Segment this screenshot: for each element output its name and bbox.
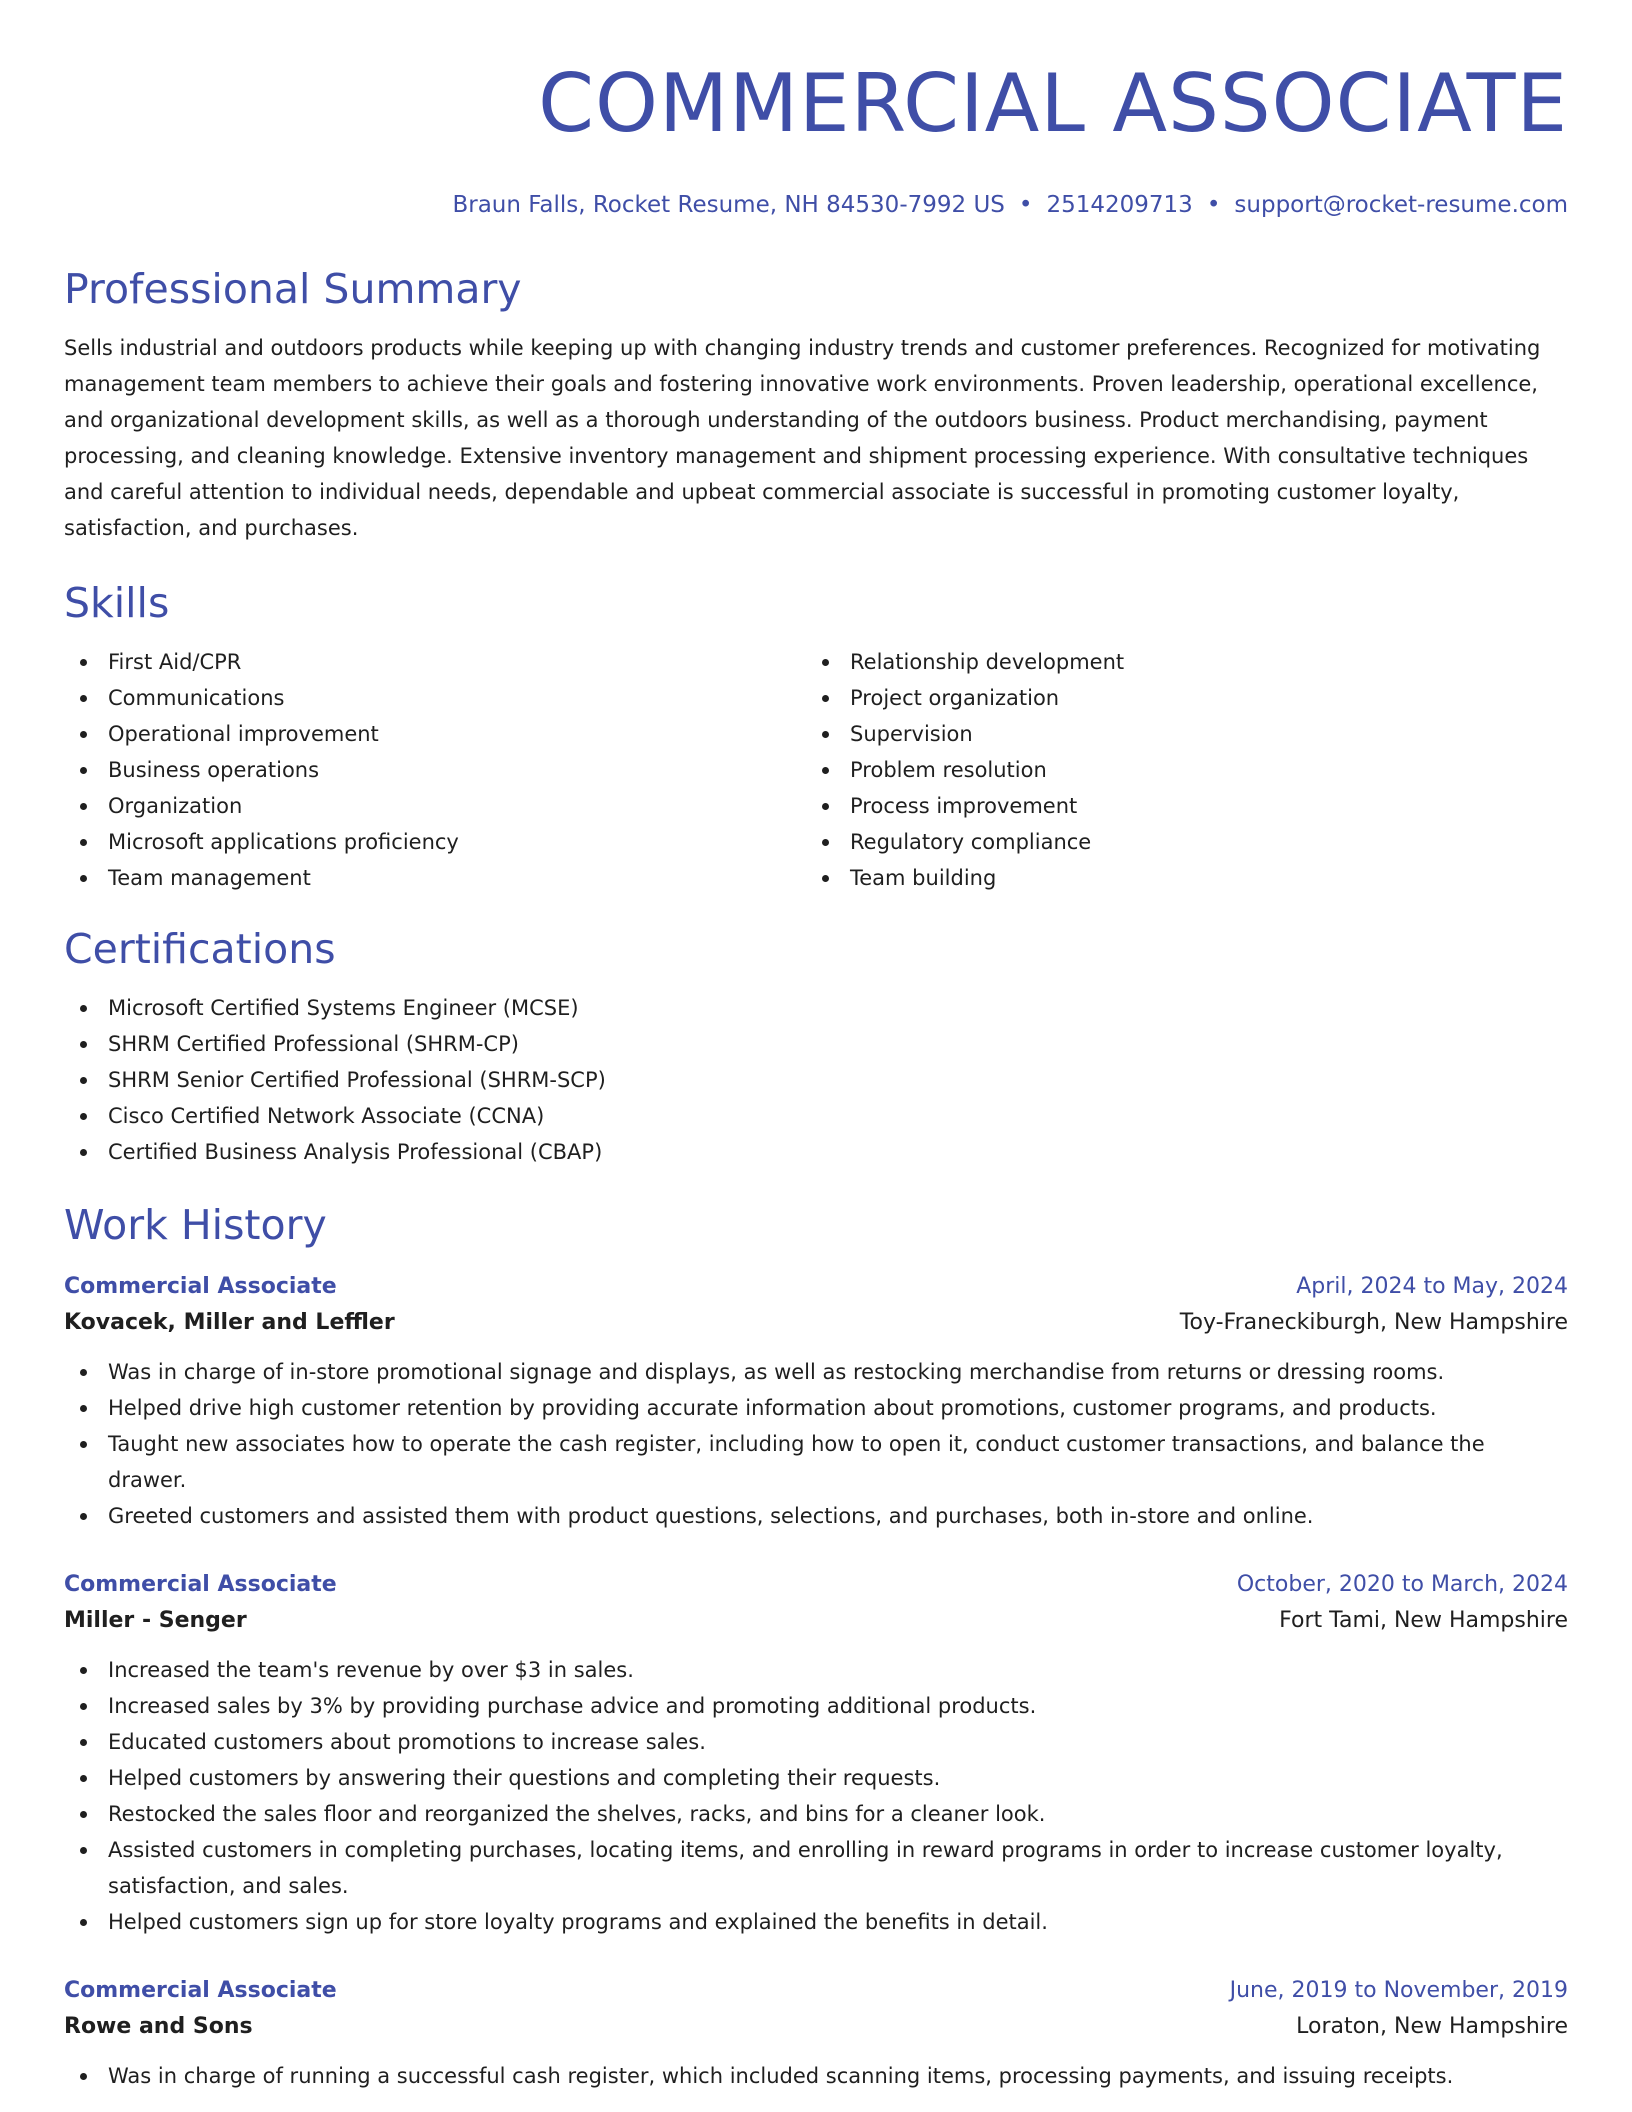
job-bullet: Educated customers about promotions to increase sales. [64, 1724, 1568, 1760]
skill-item: Regulatory compliance [806, 824, 1548, 860]
job-entry [64, 1270, 1568, 1534]
job-location: Fort Tami, New Hampshire [1279, 1608, 1568, 1633]
job-bullet: Was in charge of running a successful cash register, which included scanning items, processing payments, and issuing receipts. [64, 2058, 1568, 2094]
resume-name: COMMERCIAL ASSOCIATE [538, 57, 1568, 150]
skill-item: Organization [64, 788, 806, 824]
job-title: Commercial Associate [64, 1978, 337, 2003]
skill-item: First Aid/CPR [64, 644, 806, 680]
job-bullets [64, 1652, 1568, 1940]
contact-separator: • [1206, 192, 1221, 218]
job-bullets [64, 1354, 1568, 1534]
summary-text: Sells industrial and outdoors products while keeping up with changing industry trends and customer preferences. Recognized for motivating management team members to achieve their goals and fostering innovative work environments. Proven leadership, operational excellence, and organizational development skills, as well as a thorough understanding of the outdoors business. Product merchandising, payment processing, and cleaning knowledge. Extensive inventory management and shipment processing experience. With consultative techniques and careful attention to individual needs, dependable and upbeat commercial associate is successful in promoting customer loyalty, satisfaction, and purchases. [64, 336, 1541, 540]
skill-item: Project organization [806, 680, 1548, 716]
job-entry [64, 1974, 1568, 2094]
job-title: Commercial Associate [64, 1274, 337, 1299]
job-bullet: Helped customers by answering their questions and completing their requests. [64, 1760, 1568, 1796]
skill-item: Process improvement [806, 788, 1548, 824]
job-bullet: Helped customers sign up for store loyalty programs and explained the benefits in detail. [64, 1904, 1568, 1940]
contact-address: Braun Falls, Rocket Resume, NH 84530-7992 US [452, 192, 1005, 218]
job-company: Rowe and Sons [64, 2014, 253, 2039]
job-dates: April, 2024 to May, 2024 [1296, 1274, 1568, 1299]
job-bullet: Helped drive high customer retention by providing accurate information about promotions, customer programs, and products. [64, 1390, 1568, 1426]
job-title: Commercial Associate [64, 1572, 337, 1597]
job-dates: June, 2019 to November, 2019 [1229, 1978, 1568, 2003]
job-dates: October, 2020 to March, 2024 [1236, 1572, 1568, 1597]
skill-item: Microsoft applications proficiency [64, 824, 806, 860]
certifications-list [64, 990, 1568, 1170]
skill-item: Relationship development [806, 644, 1548, 680]
job-bullets [64, 2058, 1568, 2094]
job-bullet: Increased sales by 3% by providing purchase advice and promoting additional products. [64, 1688, 1568, 1724]
certification-item: SHRM Senior Certified Professional (SHRM-SCP) [64, 1062, 1568, 1098]
skill-item: Business operations [64, 752, 806, 788]
contact-email[interactable]: support@rocket-resume.com [1234, 192, 1568, 218]
certification-item: Cisco Certified Network Associate (CCNA) [64, 1098, 1568, 1134]
certification-item: Certified Business Analysis Professional (CBAP) [64, 1134, 1568, 1170]
skills-heading: Skills [64, 579, 170, 627]
contact-line [64, 190, 1568, 220]
job-company: Miller - Senger [64, 1608, 247, 1633]
job-bullet: Greeted customers and assisted them with product questions, selections, and purchases, both in-store and online. [64, 1498, 1568, 1534]
job-company: Kovacek, Miller and Leffler [64, 1310, 395, 1335]
skill-item: Team management [64, 860, 806, 896]
contact-phone[interactable]: 2514209713 [1046, 192, 1193, 218]
skill-item: Team building [806, 860, 1548, 896]
work-history-heading: Work History [64, 1201, 327, 1249]
job-bullet: Taught new associates how to operate the cash register, including how to open it, conduct customer transactions, and balance the drawer. [64, 1426, 1568, 1498]
skills-list-left [64, 644, 806, 896]
skills-grid [64, 644, 1568, 896]
skill-item: Operational improvement [64, 716, 806, 752]
skill-item: Supervision [806, 716, 1548, 752]
summary-heading: Professional Summary [64, 265, 522, 313]
job-location: Loraton, New Hampshire [1296, 2014, 1568, 2039]
job-bullet: Assisted customers in completing purchases, locating items, and enrolling in reward programs in order to increase customer loyalty, satisfaction, and sales. [64, 1832, 1568, 1904]
certification-item: SHRM Certified Professional (SHRM-CP) [64, 1026, 1568, 1062]
certifications-heading: Certifications [64, 925, 336, 973]
skill-item: Problem resolution [806, 752, 1548, 788]
certification-item: Microsoft Certified Systems Engineer (MCSE) [64, 990, 1568, 1026]
job-entry [64, 1568, 1568, 1940]
skills-list-right [806, 644, 1548, 896]
skill-item: Communications [64, 680, 806, 716]
job-bullet: Restocked the sales floor and reorganized the shelves, racks, and bins for a cleaner look. [64, 1796, 1568, 1832]
job-location: Toy-Franeckiburgh, New Hampshire [1179, 1310, 1568, 1335]
job-bullet: Increased the team's revenue by over $3 in sales. [64, 1652, 1568, 1688]
job-bullet: Was in charge of in-store promotional signage and displays, as well as restocking merchandise from returns or dressing rooms. [64, 1354, 1568, 1390]
contact-separator: • [1018, 192, 1033, 218]
